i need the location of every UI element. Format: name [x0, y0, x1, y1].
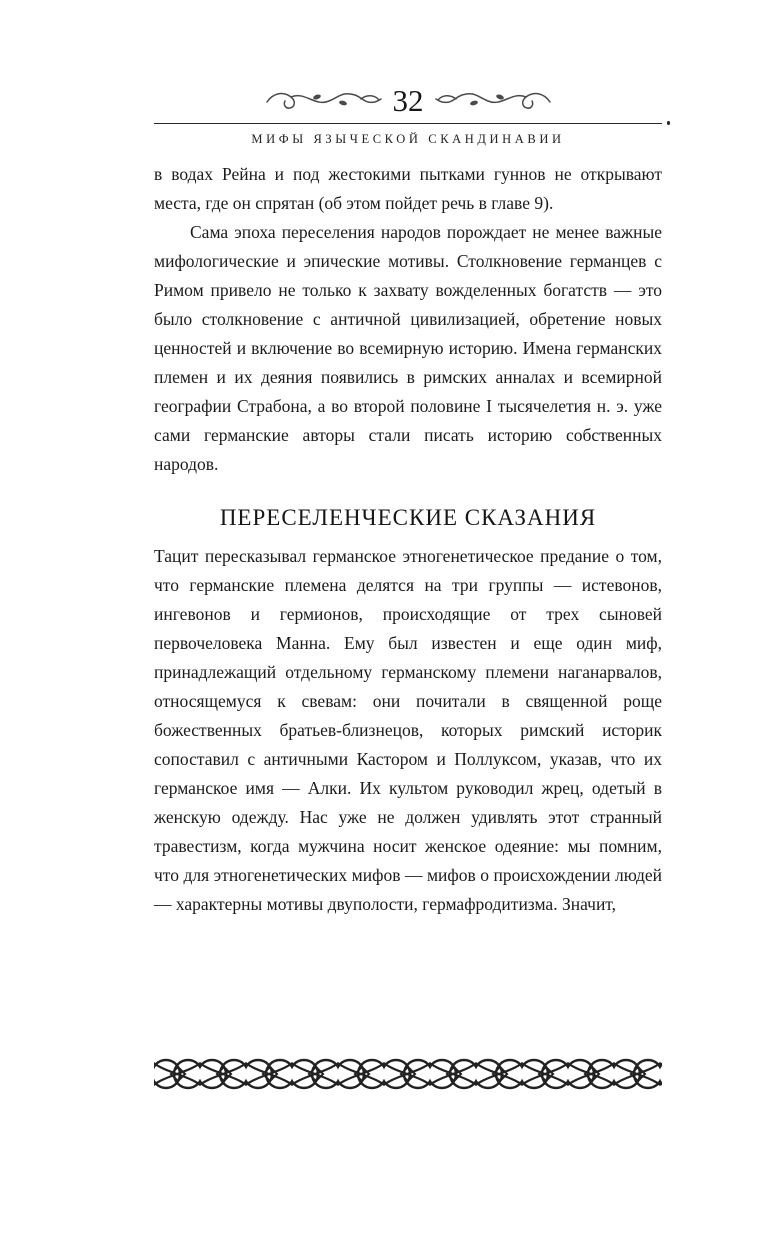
floral-scroll-icon	[434, 88, 552, 112]
section-heading: ПЕРЕСЕЛЕНЧЕСКИЕ СКАЗАНИЯ	[219, 505, 597, 530]
paragraph: в водах Рейна и под жестокими пытками гуннов не открывают места, где он спрятан (об этом пойдет речь в главе 9).	[154, 164, 662, 213]
text-column	[154, 0, 662, 919]
header-rule	[154, 123, 662, 124]
page-body	[154, 160, 662, 919]
page-number: 32	[392, 82, 424, 118]
knotwork-border-icon	[154, 1052, 662, 1096]
folio-row	[154, 82, 662, 118]
running-title: МИФЫ ЯЗЫЧЕСКОЙ СКАНДИНАВИИ	[251, 132, 565, 146]
paragraph: Тацит пересказывал германское этногенетическое предание о том, что германские племена делятся на три группы — истевонов, ингевонов и гермионов, происходящие от трех сыновей первочеловека Манна. Ему был известен и еще один миф, принадлежащий отдельному германскому племени наганарвалов, относящемуся к свевам: они почитали в священной роще божественных братьев-близнецов, которых римский историк сопоставил с античными Кастором и Поллуксом, указав, что их германское имя — Алки. Их культом руководил жрец, одетый в женскую одежду. Нас уже не должен удивлять этот странный травестизм, когда мужчина носит женское одеяние: мы помним, что для этногенетических мифов — мифов о происхождении людей — характерны мотивы двуполости, гермафродитизма. Значит,	[154, 546, 662, 914]
floral-scroll-icon	[265, 88, 383, 112]
paragraph: Сама эпоха переселения народов порождает не менее важные мифологические и эпические мотивы. Столкновение германцев с Римом привело не только к захвату вожделенных богатств — это было столкновение с античной цивилизацией, обретение новых ценностей и включение во всемирную историю. Имена германских племен и их деяния появились в римских анналах и всемирной географии Страбона, а во второй половине I тысячелетия н. э. уже сами германские авторы стали писать историю собственных народов.	[154, 222, 662, 474]
page-header	[154, 82, 662, 147]
